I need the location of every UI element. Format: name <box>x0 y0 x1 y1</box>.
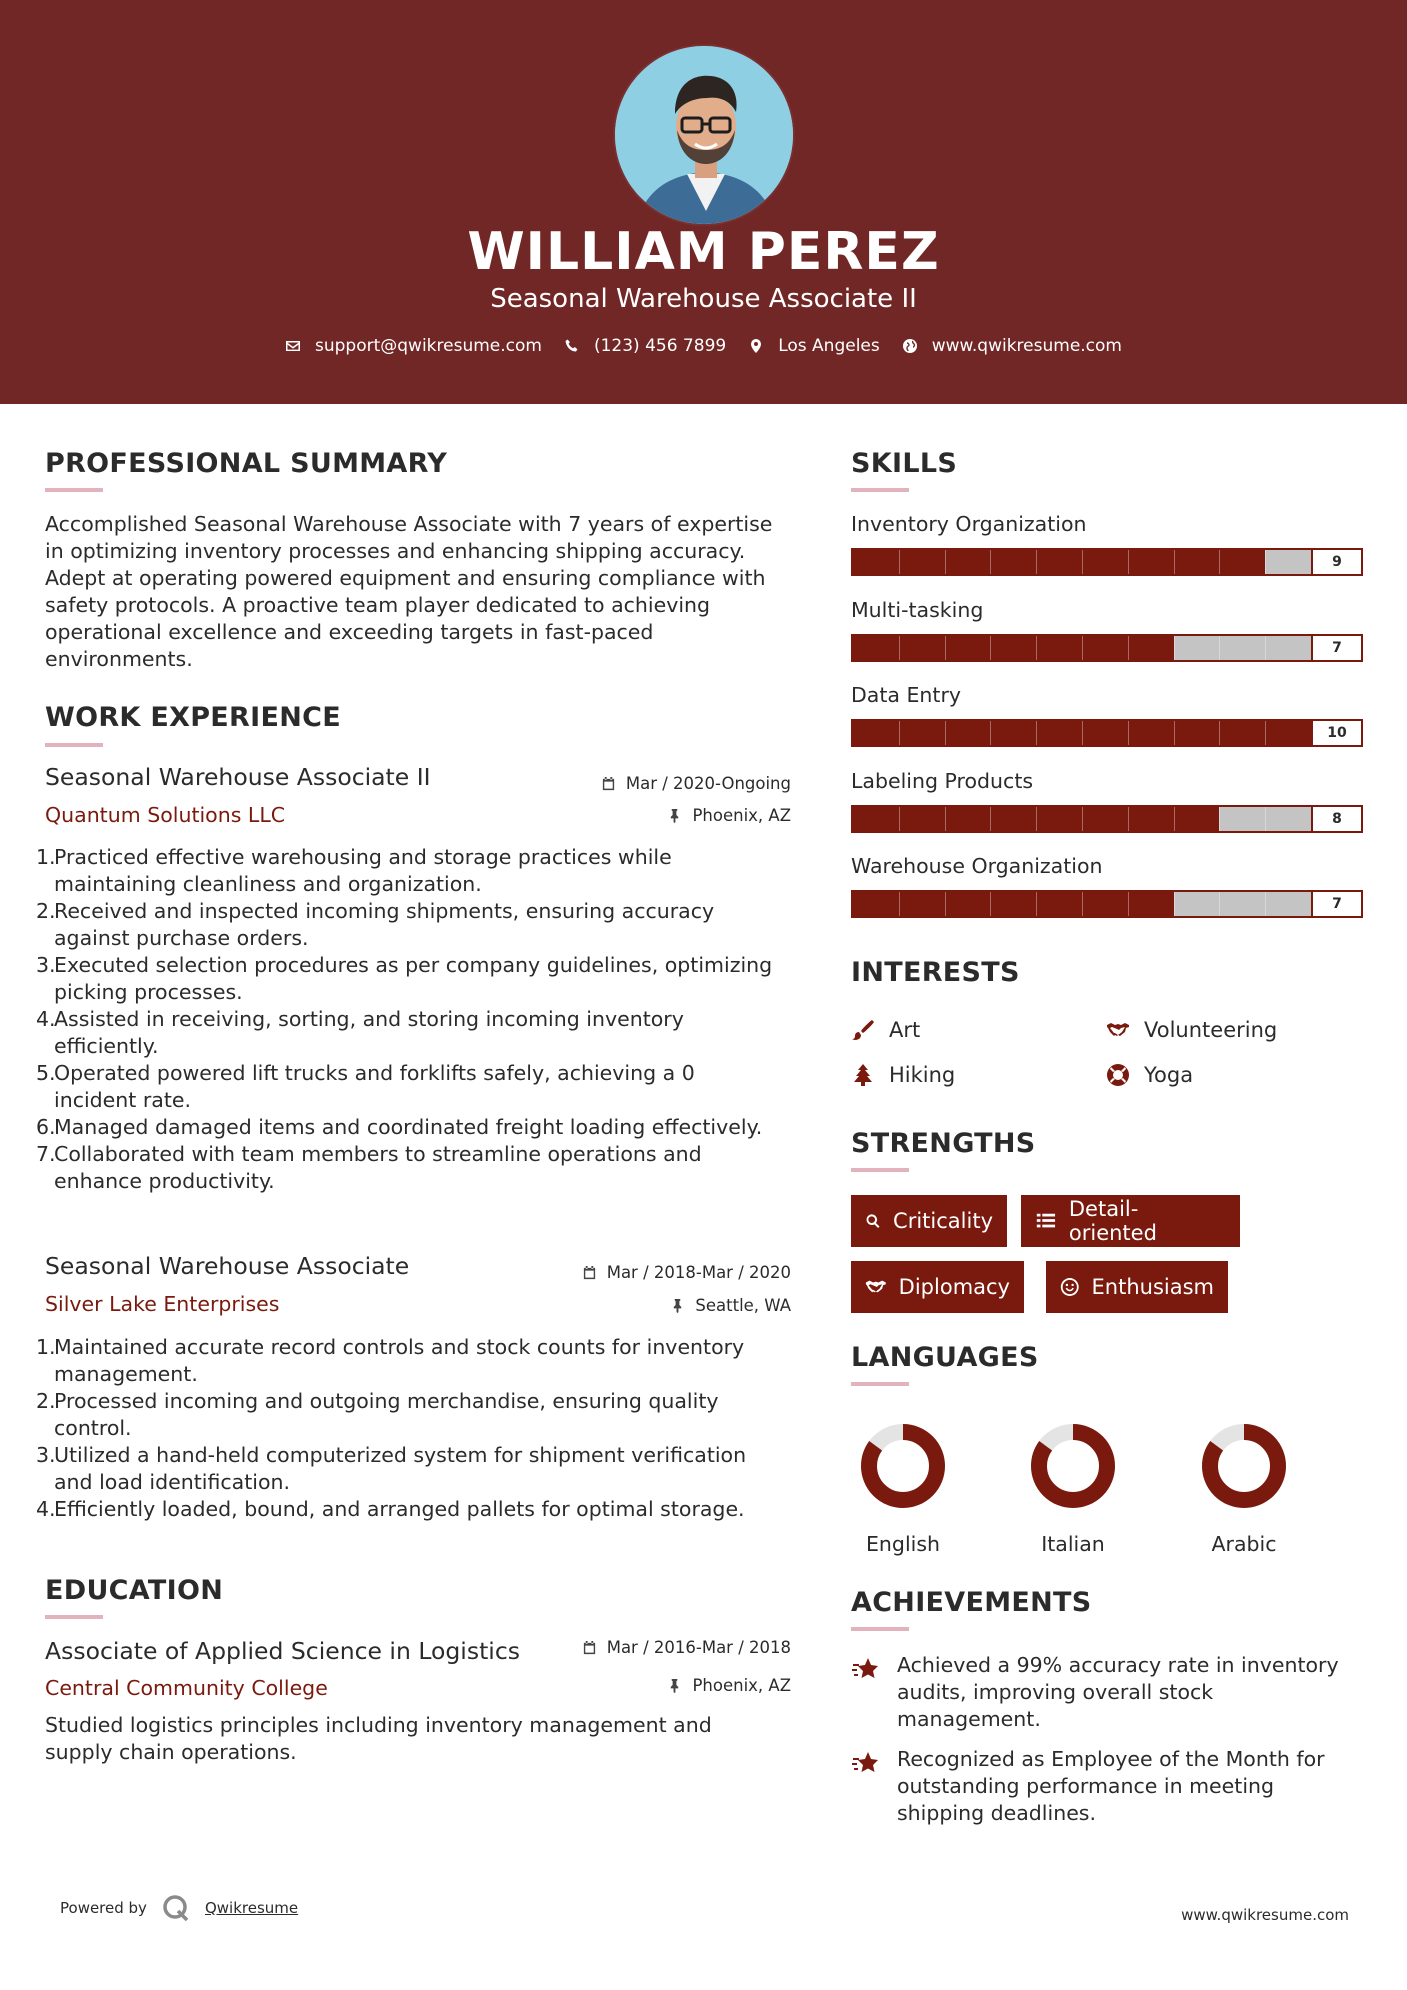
skill-label: Inventory Organization <box>851 512 1087 536</box>
calendar-icon <box>601 776 616 791</box>
skill-bar <box>851 719 1363 747</box>
skill-bar-divider <box>1219 807 1220 831</box>
skill-bar-divider <box>899 636 900 660</box>
avatar <box>613 44 795 226</box>
skill-bar-divider <box>1082 892 1083 916</box>
skill-bar-divider <box>945 636 946 660</box>
skill-bar-divider <box>1036 892 1037 916</box>
skill-label: Multi-tasking <box>851 597 984 622</box>
language-item <box>843 1418 963 1556</box>
job-company: Quantum Solutions LLC <box>45 803 286 827</box>
contact-website[interactable] <box>902 336 1122 356</box>
qwikresume-logo-icon <box>161 1893 191 1923</box>
education-location: Phoenix, AZ <box>667 1676 791 1695</box>
paintbrush-icon <box>851 1018 875 1042</box>
skill-level-value: 10 <box>1311 721 1361 745</box>
skill-label: Data Entry <box>851 683 962 707</box>
list-item: 2. Processed incoming and outgoing merchandise, ensuring quality control. <box>36 1389 719 1440</box>
footer-url[interactable]: www.qwikresume.com <box>1181 1906 1349 1924</box>
skill-bar-divider <box>1219 550 1220 574</box>
skill-bar-divider <box>990 892 991 916</box>
education-dates: Mar / 2016-Mar / 2018 <box>582 1638 791 1657</box>
skill-bar-divider <box>1082 807 1083 831</box>
education-description: Studied logistics principles including inventory management and supply chain operations. <box>45 1713 712 1764</box>
search-icon <box>865 1210 881 1232</box>
skill-bar-divider <box>1174 892 1175 916</box>
location-text: Los Angeles <box>778 336 880 356</box>
pushpin-icon <box>670 1298 685 1313</box>
website-text: www.qwikresume.com <box>931 336 1122 356</box>
language-name: Italian <box>1041 1532 1105 1556</box>
language-item <box>1013 1418 1133 1556</box>
skill-bar-divider <box>1036 807 1037 831</box>
skill-bar-divider <box>990 721 991 745</box>
school-name: Central Community College <box>45 1676 328 1700</box>
skill-bar-divider <box>990 636 991 660</box>
language-item <box>1184 1418 1304 1556</box>
skill-bar-divider <box>990 807 991 831</box>
skills-underline <box>851 488 909 492</box>
handshake-icon <box>1106 1018 1130 1042</box>
skill-bar-fill <box>853 550 1265 574</box>
skill-bar-divider <box>1036 636 1037 660</box>
job-dates: Mar / 2020-Ongoing <box>601 774 791 793</box>
skill-level-value: 9 <box>1311 550 1361 574</box>
list-item: 7. Collaborated with team members to streamline operations and enhance productivity. <box>36 1142 702 1193</box>
skill-bar-divider <box>1174 721 1175 745</box>
map-pin-icon <box>748 338 764 354</box>
job-responsibilities <box>36 844 776 1195</box>
skill-bar-divider <box>1174 807 1175 831</box>
lifering-icon <box>1106 1063 1130 1087</box>
list-item: 3. Executed selection procedures as per company guidelines, optimizing picking processes. <box>36 953 773 1004</box>
interest-volunteering: Volunteering <box>1106 1018 1277 1042</box>
education-underline <box>45 1615 103 1619</box>
language-proficiency-donut <box>1025 1418 1121 1514</box>
skill-bar-divider <box>1219 721 1220 745</box>
list-item: 4. Assisted in receiving, sorting, and storing incoming inventory efficiently. <box>36 1007 684 1058</box>
language-proficiency-donut <box>855 1418 951 1514</box>
smile-icon <box>1060 1276 1080 1298</box>
skill-bar-divider <box>1265 892 1266 916</box>
phone-text: (123) 456 7899 <box>593 336 727 356</box>
skill-bar-divider <box>945 807 946 831</box>
education-heading: EDUCATION <box>45 1575 224 1606</box>
interest-yoga: Yoga <box>1106 1063 1193 1087</box>
contact-location <box>748 336 880 356</box>
skill-bar-divider <box>1128 721 1129 745</box>
pushpin-icon <box>667 1678 682 1693</box>
contact-bar <box>0 336 1407 356</box>
skill-label: Warehouse Organization <box>851 854 1103 878</box>
skill-bar-divider <box>899 892 900 916</box>
header-banner <box>0 0 1407 404</box>
star-award-icon <box>851 1748 881 1778</box>
job-title: Seasonal Warehouse Associate <box>45 1252 410 1280</box>
skill-bar <box>851 548 1363 576</box>
candidate-name: WILLIAM PEREZ <box>467 222 940 282</box>
skill-bar-divider <box>945 550 946 574</box>
achievements-heading: ACHIEVEMENTS <box>851 1587 1092 1618</box>
skill-bar <box>851 890 1363 918</box>
list-item: 6. Managed damaged items and coordinated freight loading effectively. <box>36 1115 763 1139</box>
skill-bar-divider <box>1219 636 1220 660</box>
skill-bar-divider <box>1128 807 1129 831</box>
list-item: 4. Efficiently loaded, bound, and arranged pallets for optimal storage. <box>36 1497 745 1521</box>
languages-underline <box>851 1382 909 1386</box>
skill-bar-divider <box>1265 636 1266 660</box>
skill-bar-divider <box>1265 550 1266 574</box>
experience-underline <box>45 743 103 747</box>
degree-title: Associate of Applied Science in Logistics <box>45 1637 520 1665</box>
skill-bar <box>851 634 1363 662</box>
skill-bar-divider <box>1174 636 1175 660</box>
achievement-item: Recognized as Employee of the Month for outstanding performance in meeting shipping deadlines. <box>851 1746 1351 1827</box>
calendar-icon <box>582 1640 597 1655</box>
contact-phone[interactable] <box>564 336 726 356</box>
skill-level-value: 7 <box>1311 636 1361 660</box>
skill-bar-divider <box>1128 636 1129 660</box>
skill-bar-divider <box>1082 550 1083 574</box>
job-location: Seattle, WA <box>670 1296 791 1315</box>
footer-powered-by: Powered by Qwikresume <box>60 1893 298 1923</box>
skill-bar-divider <box>1128 550 1129 574</box>
email-text: support@qwikresume.com <box>315 336 542 356</box>
languages-heading: LANGUAGES <box>851 1342 1039 1373</box>
job-company: Silver Lake Enterprises <box>45 1292 280 1316</box>
strengths-underline <box>851 1168 909 1172</box>
skills-heading: SKILLS <box>851 448 958 479</box>
skill-bar-divider <box>1082 721 1083 745</box>
pushpin-icon <box>667 808 682 823</box>
language-proficiency-donut <box>1196 1418 1292 1514</box>
summary-text: Accomplished Seasonal Warehouse Associate with 7 years of expertise in optimizing inventory processes and enhancing shipping accuracy. Adept at operating powered equipment and ensuring compliance with safety protocols. A proactive team player dedicated to achieving operational excellence and exceeding targets in fast-paced environments. <box>45 512 773 671</box>
interests-heading: INTERESTS <box>851 957 1020 988</box>
phone-icon <box>564 338 580 354</box>
list-item: 2. Received and inspected incoming shipments, ensuring accuracy against purchase orders. <box>36 899 715 950</box>
skill-bar-divider <box>899 550 900 574</box>
list-item: 1. Practiced effective warehousing and storage practices while maintaining cleanliness and organization. <box>36 845 672 896</box>
tree-icon <box>851 1063 875 1087</box>
skill-bar-fill <box>853 892 1174 916</box>
star-award-icon <box>851 1654 881 1684</box>
skill-bar-divider <box>990 550 991 574</box>
skill-bar-divider <box>1036 721 1037 745</box>
language-name: English <box>865 1532 941 1556</box>
job-location: Phoenix, AZ <box>667 806 791 825</box>
achievement-item: Achieved a 99% accuracy rate in inventory audits, improving overall stock management. <box>851 1652 1351 1733</box>
globe-icon <box>902 338 918 354</box>
candidate-title: Seasonal Warehouse Associate II <box>490 284 917 314</box>
skill-bar-divider <box>899 807 900 831</box>
language-name: Arabic <box>1211 1532 1277 1556</box>
envelope-icon <box>285 338 301 354</box>
experience-heading: WORK EXPERIENCE <box>45 702 341 733</box>
job-responsibilities <box>36 1334 788 1523</box>
job-dates: Mar / 2018-Mar / 2020 <box>582 1263 791 1282</box>
strength-tag-criticality: Criticality <box>851 1195 1007 1247</box>
strength-tag-diplomacy: Diplomacy <box>851 1261 1024 1313</box>
calendar-icon <box>582 1265 597 1280</box>
skill-bar-divider <box>945 721 946 745</box>
skill-bar-divider <box>899 721 900 745</box>
skill-level-value: 8 <box>1311 807 1361 831</box>
skill-bar-divider <box>1036 550 1037 574</box>
skill-bar <box>851 805 1363 833</box>
skill-bar-fill <box>853 636 1174 660</box>
strength-tag-detail-oriented: Detail-oriented <box>1021 1195 1240 1247</box>
skill-bar-divider <box>1265 721 1266 745</box>
list-item: 3. Utilized a hand-held computerized system for shipment verification and load identification. <box>36 1443 747 1494</box>
contact-email[interactable] <box>285 336 542 356</box>
achievements-underline <box>851 1627 909 1631</box>
skill-bar-divider <box>1174 550 1175 574</box>
skill-level-value: 7 <box>1311 892 1361 916</box>
job-title: Seasonal Warehouse Associate II <box>45 763 431 791</box>
summary-heading: PROFESSIONAL SUMMARY <box>45 448 448 479</box>
list-item: 5. Operated powered lift trucks and forklifts safely, achieving a 0 incident rate. <box>36 1061 695 1112</box>
skill-bar-divider <box>1219 892 1220 916</box>
skill-bar-divider <box>1082 636 1083 660</box>
list-icon <box>1035 1210 1057 1232</box>
summary-underline <box>45 488 103 492</box>
interest-art: Art <box>851 1018 920 1042</box>
skill-bar-divider <box>1265 807 1266 831</box>
strength-tag-enthusiasm: Enthusiasm <box>1046 1261 1228 1313</box>
skill-bar-divider <box>1128 892 1129 916</box>
handshake-icon <box>865 1276 887 1298</box>
interest-hiking: Hiking <box>851 1063 955 1087</box>
skill-label: Labeling Products <box>851 768 1034 793</box>
skill-bar-divider <box>945 892 946 916</box>
qwikresume-link[interactable]: Qwikresume <box>204 1899 299 1917</box>
strengths-heading: STRENGTHS <box>851 1128 1036 1159</box>
list-item: 1. Maintained accurate record controls and stock counts for inventory management. <box>36 1335 745 1386</box>
